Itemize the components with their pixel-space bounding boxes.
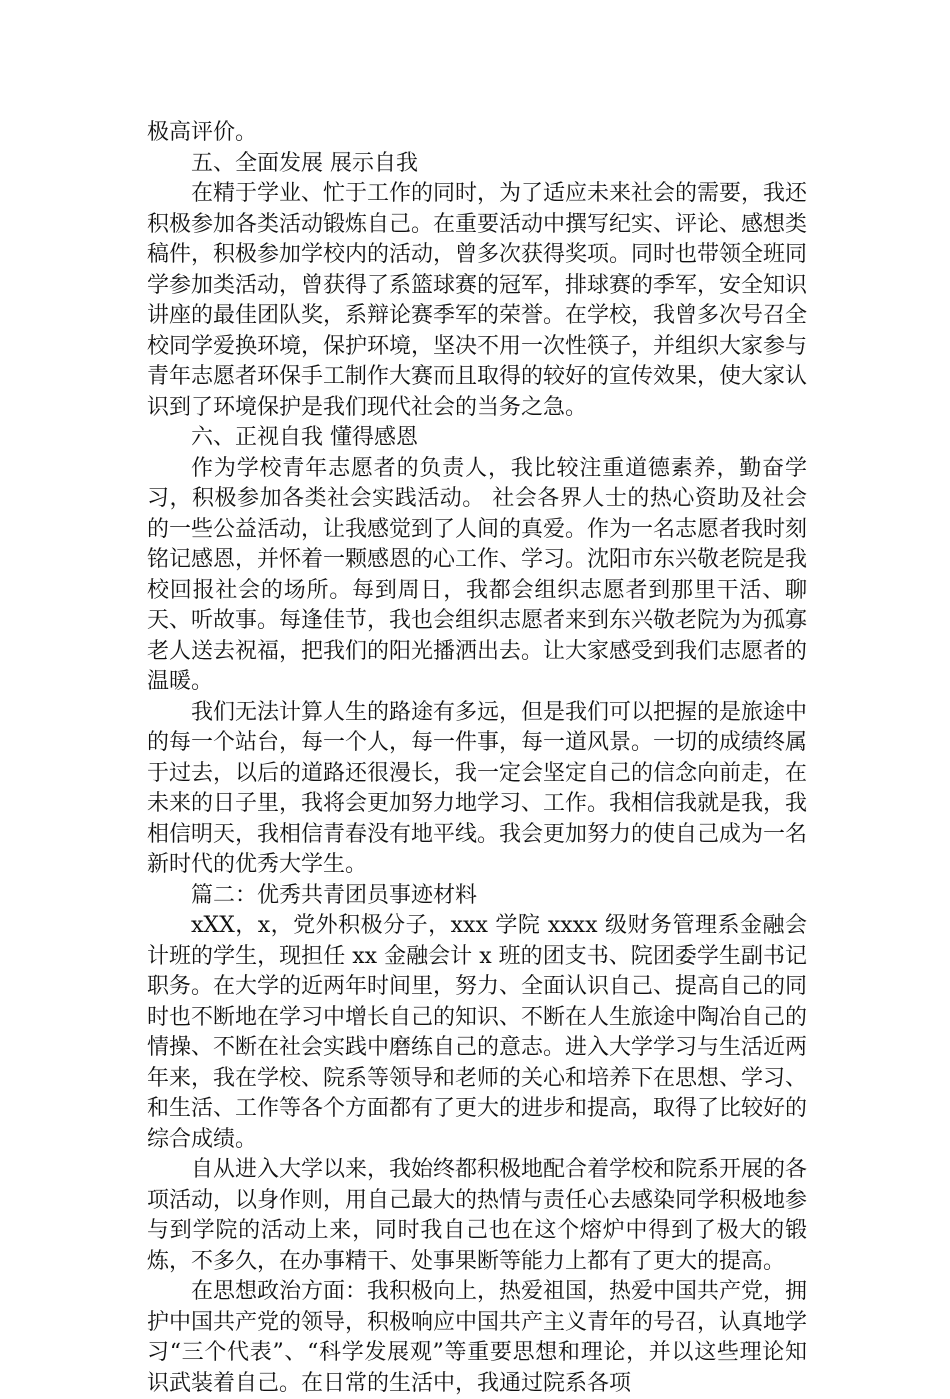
paragraph-introduction: xXX，x，党外积极分子，xxx 学院 xxxx 级财务管理系金融会计班的学生，现担任 xx 金融会计 x 班的团支书、院团委学生副书记职务。在大学的近两年时间里，努力、全面认识自己、提高自己的同时也不断地在学习中增长自己的知识、不断在人生旅途中陶冶自己的情操、不断在社会实践中磨练自己的意志。进入大学学习与生活近两年来，我在学校、院系等领导和老师的关心和培养下在思想、学习、和生活、工作等各个方面都有了更大的进步和提高，取得了比较好的综合成绩。 (147, 913, 808, 1152)
section-heading-5: 五、全面发展 展示自我 (191, 150, 418, 176)
paragraph-volunteer: 作为学校青年志愿者的负责人，我比较注重道德素养，勤奋学习，积极参加各类社会实践活动。 社会各界人士的热心资助及社会的一些公益活动，让我感觉到了人间的真爱。作为一名志愿者我时刻铭记感恩，并怀着一颗感恩的心工作、学习。沈阳市东兴敬老院是我校回报社会的场所。每到周日，我都会组织志愿者到那里干活、聊天、听故事。每逢佳节，我也会组织志愿者来到东兴敬老院为为孤寡老人送去祝福，把我们的阳光播洒出去。让大家感受到我们志愿者的温暖。 (147, 455, 808, 694)
paragraph-activities: 在精于学业、忙于工作的同时，为了适应未来社会的需要，我还积极参加各类活动锻炼自己。在重要活动中撰写纪实、评论、感想类稿件，积极参加学校内的活动，曾多次获得奖项。同时也带领全班同学参加类活动，曾获得了系篮球赛的冠军，排球赛的季军，安全知识讲座的最佳团队奖，系辩论赛季军的荣誉。在学校，我曾多次号召全校同学爱换环境，保护环境，坚决不用一次性筷子，并组织大家参与青年志愿者环保手工制作大赛而且取得的较好的宣传效果，使大家认识到了环境保护是我们现代社会的当务之急。 (147, 181, 808, 420)
document-body (147, 118, 807, 1399)
paragraph-university-life: 自从进入大学以来，我始终都积极地配合着学校和院系开展的各项活动，以身作则，用自己最大的热情与责任心去感染同学积极地参与到学院的活动上来，同时我自己也在这个熔炉中得到了极大的锻炼，不多久，在办事精干、处事果断等能力上都有了更大的提高。 (147, 1157, 808, 1274)
paragraph-conclusion: 我们无法计算人生的路途有多远，但是我们可以把握的是旅途中的每一个站台，每一个人，每一件事，每一道风景。一切的成绩终属于过去，以后的道路还很漫长，我一定会坚定自己的信念向前走，在未来的日子里，我将会更加努力地学习、工作。我相信我就是我，我相信明天，我相信青春没有地平线。我会更加努力的使自己成为一名新时代的优秀大学生。 (147, 699, 808, 877)
section-heading-6: 六、正视自我 懂得感恩 (191, 425, 418, 450)
paragraph-continuation: 极高评价。 (147, 120, 258, 145)
paragraph-political-thought: 在思想政治方面：我积极向上，热爱祖国，热爱中国共产党，拥护中国共产党的领导，积极响应中国共产主义青年的号召，认真地学习“三个代表”、“科学发展观”等重要思想和理论，并以这些理论知识武装着自己。在日常的生活中，我通过院系各项 (147, 1279, 808, 1396)
chapter-heading-2: 篇二：优秀共青团员事迹材料 (191, 882, 478, 908)
